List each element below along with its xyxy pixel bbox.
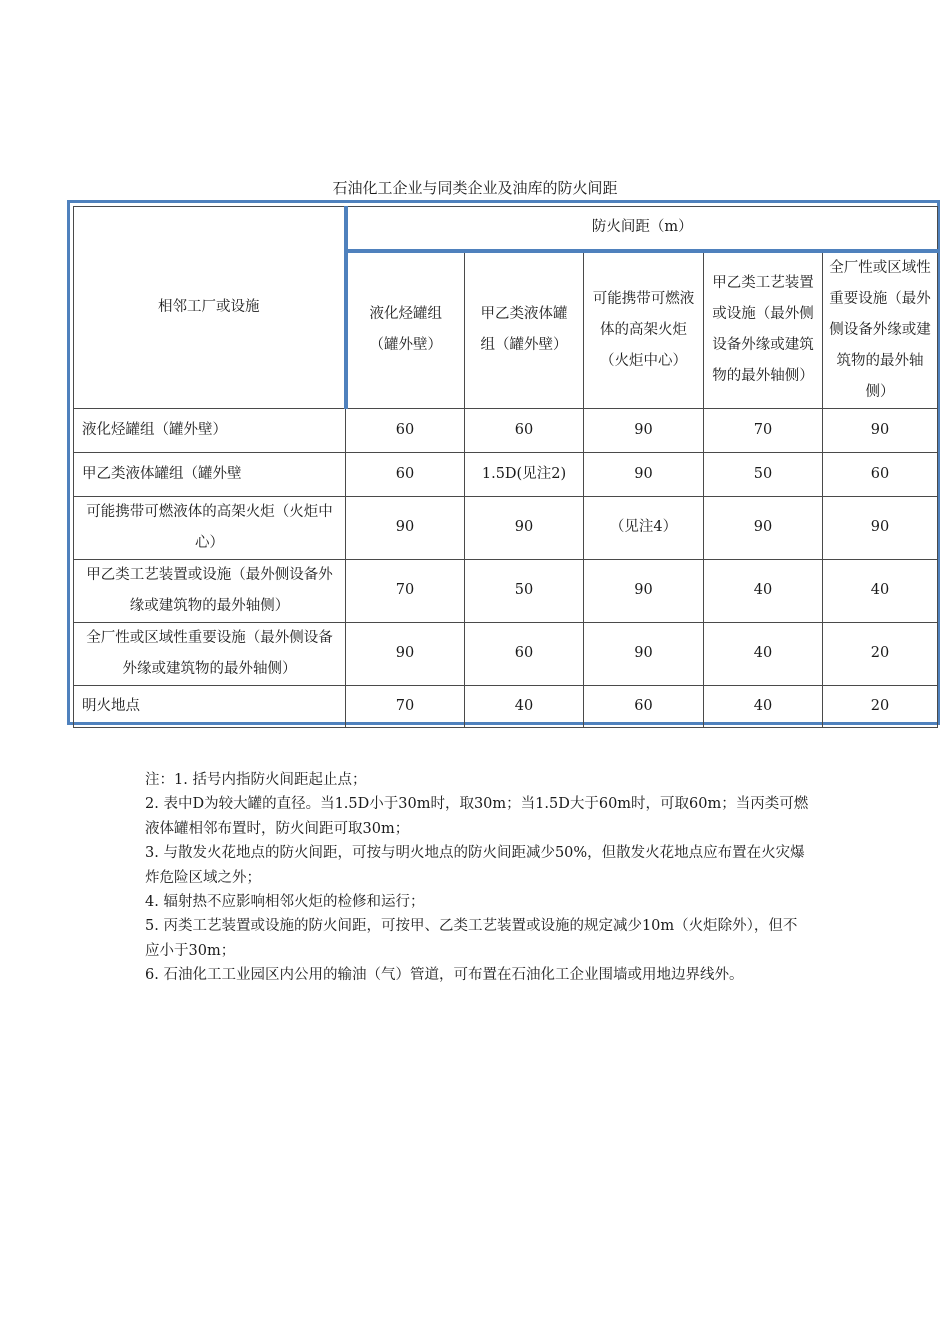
column-header: 甲乙类工艺装置或设施（最外侧设备外缘或建筑物的最外轴侧）: [704, 251, 823, 409]
table-row: [74, 496, 938, 559]
table-cell: 90: [823, 496, 938, 559]
notes-section: [145, 768, 810, 988]
table-cell: 60: [346, 408, 465, 452]
fire-spacing-table: [73, 206, 938, 728]
note-item: 5. 丙类工艺装置或设施的防火间距，可按甲、乙类工艺装置或设施的规定减少10m（火炬除外），但不应小于30m；: [145, 918, 798, 959]
table-cell: 90: [704, 496, 823, 559]
table-cell: 50: [704, 452, 823, 496]
table-cell: 90: [346, 622, 465, 685]
table-row: [74, 559, 938, 622]
row-label: 甲乙类工艺装置或设施（最外侧设备外缘或建筑物的最外轴侧）: [74, 559, 346, 622]
table-cell: 20: [823, 622, 938, 685]
column-header: 甲乙类液体罐组（罐外壁）: [465, 251, 584, 409]
column-header: 液化烃罐组（罐外壁）: [346, 251, 465, 409]
column-header: 全厂性或区域性重要设施（最外侧设备外缘或建筑物的最外轴侧）: [823, 251, 938, 409]
table-cell: 70: [346, 685, 465, 727]
table-cell: 70: [704, 408, 823, 452]
table-cell: 70: [346, 559, 465, 622]
table-cell: 90: [823, 408, 938, 452]
table-cell: 90: [584, 408, 704, 452]
table-cell: 40: [704, 685, 823, 727]
note-item: 3. 与散发火花地点的防火间距，可按与明火地点的防火间距减少50%，但散发火花地点应布置在火灾爆炸危险区域之外；: [145, 845, 805, 886]
note-item: 注：1. 括号内指防火间距起止点；: [145, 772, 367, 788]
table-cell: 60: [346, 452, 465, 496]
note-item: 6. 石油化工工业园区内公用的输油（气）管道，可布置在石油化工企业围墙或用地边界线外。: [145, 967, 744, 984]
row-label: 甲乙类液体罐组（罐外壁: [74, 452, 346, 496]
table-cell: （见注4）: [584, 496, 704, 559]
table-row: [74, 408, 938, 452]
table-cell: 90: [465, 496, 584, 559]
row-label: 全厂性或区域性重要设施（最外侧设备外缘或建筑物的最外轴侧）: [74, 622, 346, 685]
table-cell: 40: [704, 559, 823, 622]
table-cell: 60: [465, 408, 584, 452]
table-cell: 40: [823, 559, 938, 622]
table-cell: 90: [584, 622, 704, 685]
table-cell: 90: [584, 559, 704, 622]
table-cell: 60: [584, 685, 704, 727]
row-label: 可能携带可燃液体的高架火炬（火炬中心）: [74, 496, 346, 559]
table-cell: 90: [584, 452, 704, 496]
fire-spacing-table-frame: [67, 200, 940, 725]
row-label: 明火地点: [74, 685, 346, 727]
table-cell: 40: [704, 622, 823, 685]
column-header: 可能携带可燃液体的高架火炬（火炬中心）: [584, 251, 704, 409]
row-label: 液化烃罐组（罐外壁）: [74, 408, 346, 452]
table-row: [74, 622, 938, 685]
group-header: 防火间距（m）: [346, 207, 938, 251]
table-row: [74, 685, 938, 727]
table-cell: 50: [465, 559, 584, 622]
table-cell: 40: [465, 685, 584, 727]
note-item: 4. 辐射热不应影响相邻火炬的检修和运行；: [145, 894, 425, 911]
table-cell: 60: [823, 452, 938, 496]
table-row: [74, 452, 938, 496]
corner-header: 相邻工厂或设施: [74, 207, 346, 409]
note-item: 2. 表中D为较大罐的直径。当1.5D小于30m时，取30m；当1.5D大于60m时，可取60m；当丙类可燃液体罐相邻布置时，防火间距可取30m；: [145, 796, 809, 837]
table-cell: 20: [823, 685, 938, 727]
table-cell: 60: [465, 622, 584, 685]
table-cell: 1.5D(见注2): [465, 452, 584, 496]
table-title: 石油化工企业与同类企业及油库的防火间距: [332, 179, 618, 197]
table-cell: 90: [346, 496, 465, 559]
